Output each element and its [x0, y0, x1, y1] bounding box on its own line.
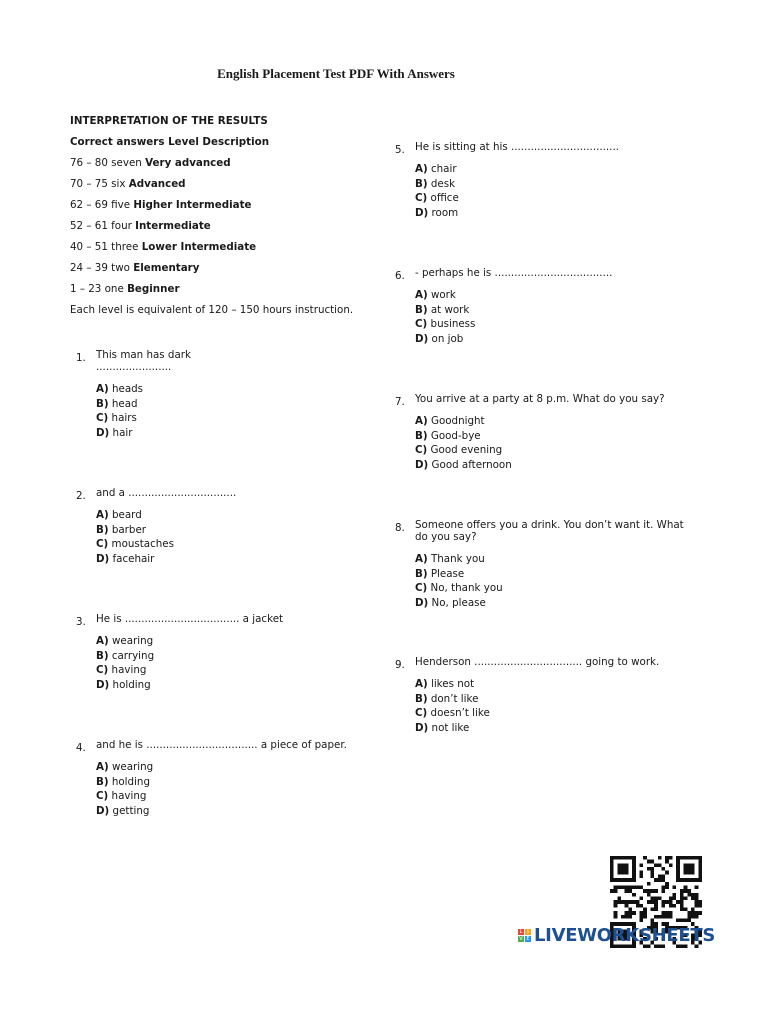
answer-options: [415, 414, 685, 472]
answer-option[interactable]: [96, 397, 206, 412]
option-text: facehair: [109, 552, 155, 565]
question-4: [76, 739, 366, 818]
option-letter: D): [415, 721, 429, 734]
option-letter: A): [96, 509, 109, 521]
question-7: [395, 393, 685, 472]
level-row: [70, 283, 390, 304]
level-description: Higher Intermediate: [133, 199, 252, 211]
option-text: head: [108, 397, 138, 410]
answer-option[interactable]: [96, 760, 366, 775]
question-text: - perhaps he is ....................................: [415, 267, 613, 279]
option-text: Good evening: [427, 444, 503, 457]
answer-option[interactable]: [415, 162, 685, 177]
option-letter: D): [415, 332, 429, 345]
option-text: wearing: [108, 635, 154, 647]
question-text: and a .................................: [96, 487, 237, 499]
option-text: doesn’t like: [427, 707, 490, 720]
option-text: likes not: [427, 678, 475, 690]
answer-option[interactable]: [415, 552, 685, 567]
question-number: 4.: [76, 742, 86, 754]
answer-option[interactable]: [96, 426, 206, 441]
answer-option[interactable]: [415, 414, 685, 429]
option-text: beard: [108, 509, 142, 521]
option-letter: A): [415, 553, 428, 565]
question-number: 7.: [395, 396, 405, 408]
option-letter: D): [96, 804, 110, 817]
option-letter: C): [96, 538, 109, 551]
option-text: having: [108, 790, 147, 803]
option-letter: C): [415, 707, 428, 720]
option-text: Good-bye: [427, 429, 481, 442]
option-letter: A): [415, 163, 428, 175]
option-letter: C): [96, 412, 109, 425]
level-description: Lower Intermediate: [141, 241, 257, 253]
level-description: Very advanced: [145, 157, 231, 169]
option-text: on job: [428, 332, 464, 345]
option-letter: A): [415, 289, 428, 301]
level-range: 52 – 61 four: [70, 220, 136, 232]
option-letter: D): [96, 426, 110, 439]
answer-option[interactable]: [96, 411, 206, 426]
level-description: Intermediate: [135, 220, 211, 232]
option-text: holding: [108, 775, 150, 788]
question-text: This man has dark .......................: [96, 349, 191, 373]
interpretation-note: Each level is equivalent of 120 – 150 hours instruction.: [70, 304, 354, 316]
level-row: [70, 220, 390, 241]
question-5: [395, 141, 685, 220]
option-letter: C): [96, 664, 109, 677]
level-range: 62 – 69 five: [70, 199, 134, 211]
question-number: 9.: [395, 659, 405, 671]
page-title: English Placement Test PDF With Answers: [217, 66, 455, 81]
question-6: [395, 267, 685, 346]
option-text: holding: [109, 678, 151, 691]
answer-options: [96, 508, 366, 566]
answer-option[interactable]: [96, 382, 206, 397]
level-range: 70 – 75 six: [70, 178, 129, 190]
answer-option[interactable]: [415, 288, 685, 303]
answer-option[interactable]: [415, 177, 685, 192]
option-text: hair: [109, 426, 133, 439]
question-number: 8.: [395, 522, 405, 534]
option-text: hairs: [108, 412, 137, 425]
option-letter: D): [96, 678, 110, 691]
option-text: office: [427, 192, 459, 205]
level-row: [70, 262, 390, 283]
answer-option[interactable]: [415, 567, 685, 582]
option-letter: B): [415, 177, 428, 190]
answer-options: [415, 677, 685, 735]
option-letter: C): [415, 582, 428, 595]
option-text: getting: [109, 804, 150, 817]
option-letter: B): [96, 775, 109, 788]
level-row: [70, 199, 390, 220]
option-letter: B): [96, 649, 109, 662]
answer-option[interactable]: [96, 804, 366, 819]
question-1: [76, 349, 206, 440]
option-letter: B): [415, 567, 428, 580]
question-number: 6.: [395, 270, 405, 282]
option-text: chair: [427, 163, 457, 175]
answer-option[interactable]: [415, 303, 685, 318]
option-letter: A): [96, 761, 109, 773]
interpretation-subheading: Correct answers Level Description: [70, 136, 270, 148]
question-2: [76, 487, 366, 566]
option-letter: C): [415, 192, 428, 205]
option-letter: B): [415, 303, 428, 316]
interpretation-heading: INTERPRETATION OF THE RESULTS: [70, 115, 268, 127]
answer-options: [415, 162, 685, 220]
answer-options: [96, 760, 366, 818]
answer-option[interactable]: [415, 458, 685, 473]
option-text: moustaches: [108, 538, 174, 551]
level-description: Beginner: [127, 283, 180, 295]
answer-option[interactable]: [415, 206, 685, 221]
question-9: [395, 656, 685, 735]
option-letter: A): [415, 678, 428, 690]
level-range: 24 – 39 two: [70, 262, 134, 274]
answer-option[interactable]: [415, 596, 685, 611]
answer-option[interactable]: [96, 634, 366, 649]
option-text: desk: [427, 177, 456, 190]
question-text: He is ................................... a jacket: [96, 613, 284, 625]
answer-option[interactable]: [415, 443, 685, 458]
question-text: He is sitting at his .................................: [415, 141, 620, 153]
question-number: 2.: [76, 490, 86, 502]
answer-options: [415, 288, 685, 346]
logo-letter: L: [519, 928, 523, 935]
option-text: Good afternoon: [428, 458, 512, 471]
question-number: 5.: [395, 144, 405, 156]
option-letter: B): [415, 692, 428, 705]
question-number: 1.: [76, 352, 86, 364]
option-text: heads: [108, 383, 144, 395]
answer-options: [96, 634, 366, 692]
option-text: No, please: [428, 596, 486, 609]
level-row: [70, 178, 390, 199]
option-letter: C): [415, 318, 428, 331]
logo-mark-icon: [518, 929, 531, 942]
answer-option[interactable]: [415, 429, 685, 444]
option-text: carrying: [108, 649, 155, 662]
option-letter: A): [415, 415, 428, 427]
answer-option[interactable]: [96, 678, 366, 693]
answer-option[interactable]: [415, 721, 685, 736]
option-letter: A): [96, 635, 109, 647]
answer-option[interactable]: [96, 789, 366, 804]
question-text: Someone offers you a drink. You don’t want it. What do you say?: [415, 519, 684, 543]
level-description: Elementary: [133, 262, 200, 274]
option-text: having: [108, 664, 147, 677]
option-text: at work: [427, 303, 470, 316]
logo-letter: E: [526, 935, 530, 942]
option-text: business: [427, 318, 476, 331]
option-text: No, thank you: [427, 582, 503, 595]
level-row: [70, 157, 390, 178]
level-description: Advanced: [128, 178, 186, 190]
answer-option[interactable]: [96, 775, 366, 790]
answer-option[interactable]: [415, 317, 685, 332]
option-letter: A): [96, 383, 109, 395]
answer-option[interactable]: [415, 706, 685, 721]
question-text: Henderson ................................. going to work.: [415, 656, 660, 668]
option-text: wearing: [108, 761, 154, 773]
option-letter: D): [415, 596, 429, 609]
answer-options: [96, 382, 206, 440]
logo-letter: V: [519, 935, 523, 942]
option-text: Goodnight: [427, 415, 485, 427]
level-range: 76 – 80 seven: [70, 157, 146, 169]
logo-text: LIVEWORKSHEETS: [534, 924, 716, 946]
option-letter: C): [415, 444, 428, 457]
option-letter: B): [96, 397, 109, 410]
answer-option[interactable]: [415, 677, 685, 692]
level-range: 40 – 51 three: [70, 241, 142, 253]
question-3: [76, 613, 366, 692]
option-text: barber: [108, 523, 147, 536]
answer-option[interactable]: [415, 191, 685, 206]
question-number: 3.: [76, 616, 86, 628]
answer-option[interactable]: [96, 649, 366, 664]
answer-option[interactable]: [415, 332, 685, 347]
option-letter: B): [415, 429, 428, 442]
level-row: [70, 241, 390, 262]
option-letter: C): [96, 790, 109, 803]
answer-option[interactable]: [415, 692, 685, 707]
option-text: not like: [428, 721, 470, 734]
option-letter: D): [415, 458, 429, 471]
logo-letter: I: [525, 929, 531, 935]
option-letter: D): [96, 552, 110, 565]
option-text: Please: [427, 567, 465, 580]
answer-option[interactable]: [96, 552, 366, 567]
answer-option[interactable]: [96, 508, 366, 523]
answer-option[interactable]: [96, 537, 366, 552]
option-text: don’t like: [427, 692, 479, 705]
option-text: work: [427, 289, 456, 301]
answer-option[interactable]: [96, 663, 366, 678]
option-text: room: [428, 206, 459, 219]
question-text: You arrive at a party at 8 p.m. What do you say?: [415, 393, 665, 405]
liveworksheets-logo[interactable]: [518, 924, 715, 946]
answer-options: [415, 552, 685, 610]
level-range: 1 – 23 one: [70, 283, 128, 295]
question-8: [395, 519, 685, 610]
option-letter: D): [415, 206, 429, 219]
question-text: and he is .................................. a piece of paper.: [96, 739, 347, 751]
answer-option[interactable]: [96, 523, 366, 538]
option-letter: B): [96, 523, 109, 536]
option-text: Thank you: [427, 553, 485, 565]
results-interpretation: [70, 115, 390, 325]
answer-option[interactable]: [415, 581, 685, 596]
